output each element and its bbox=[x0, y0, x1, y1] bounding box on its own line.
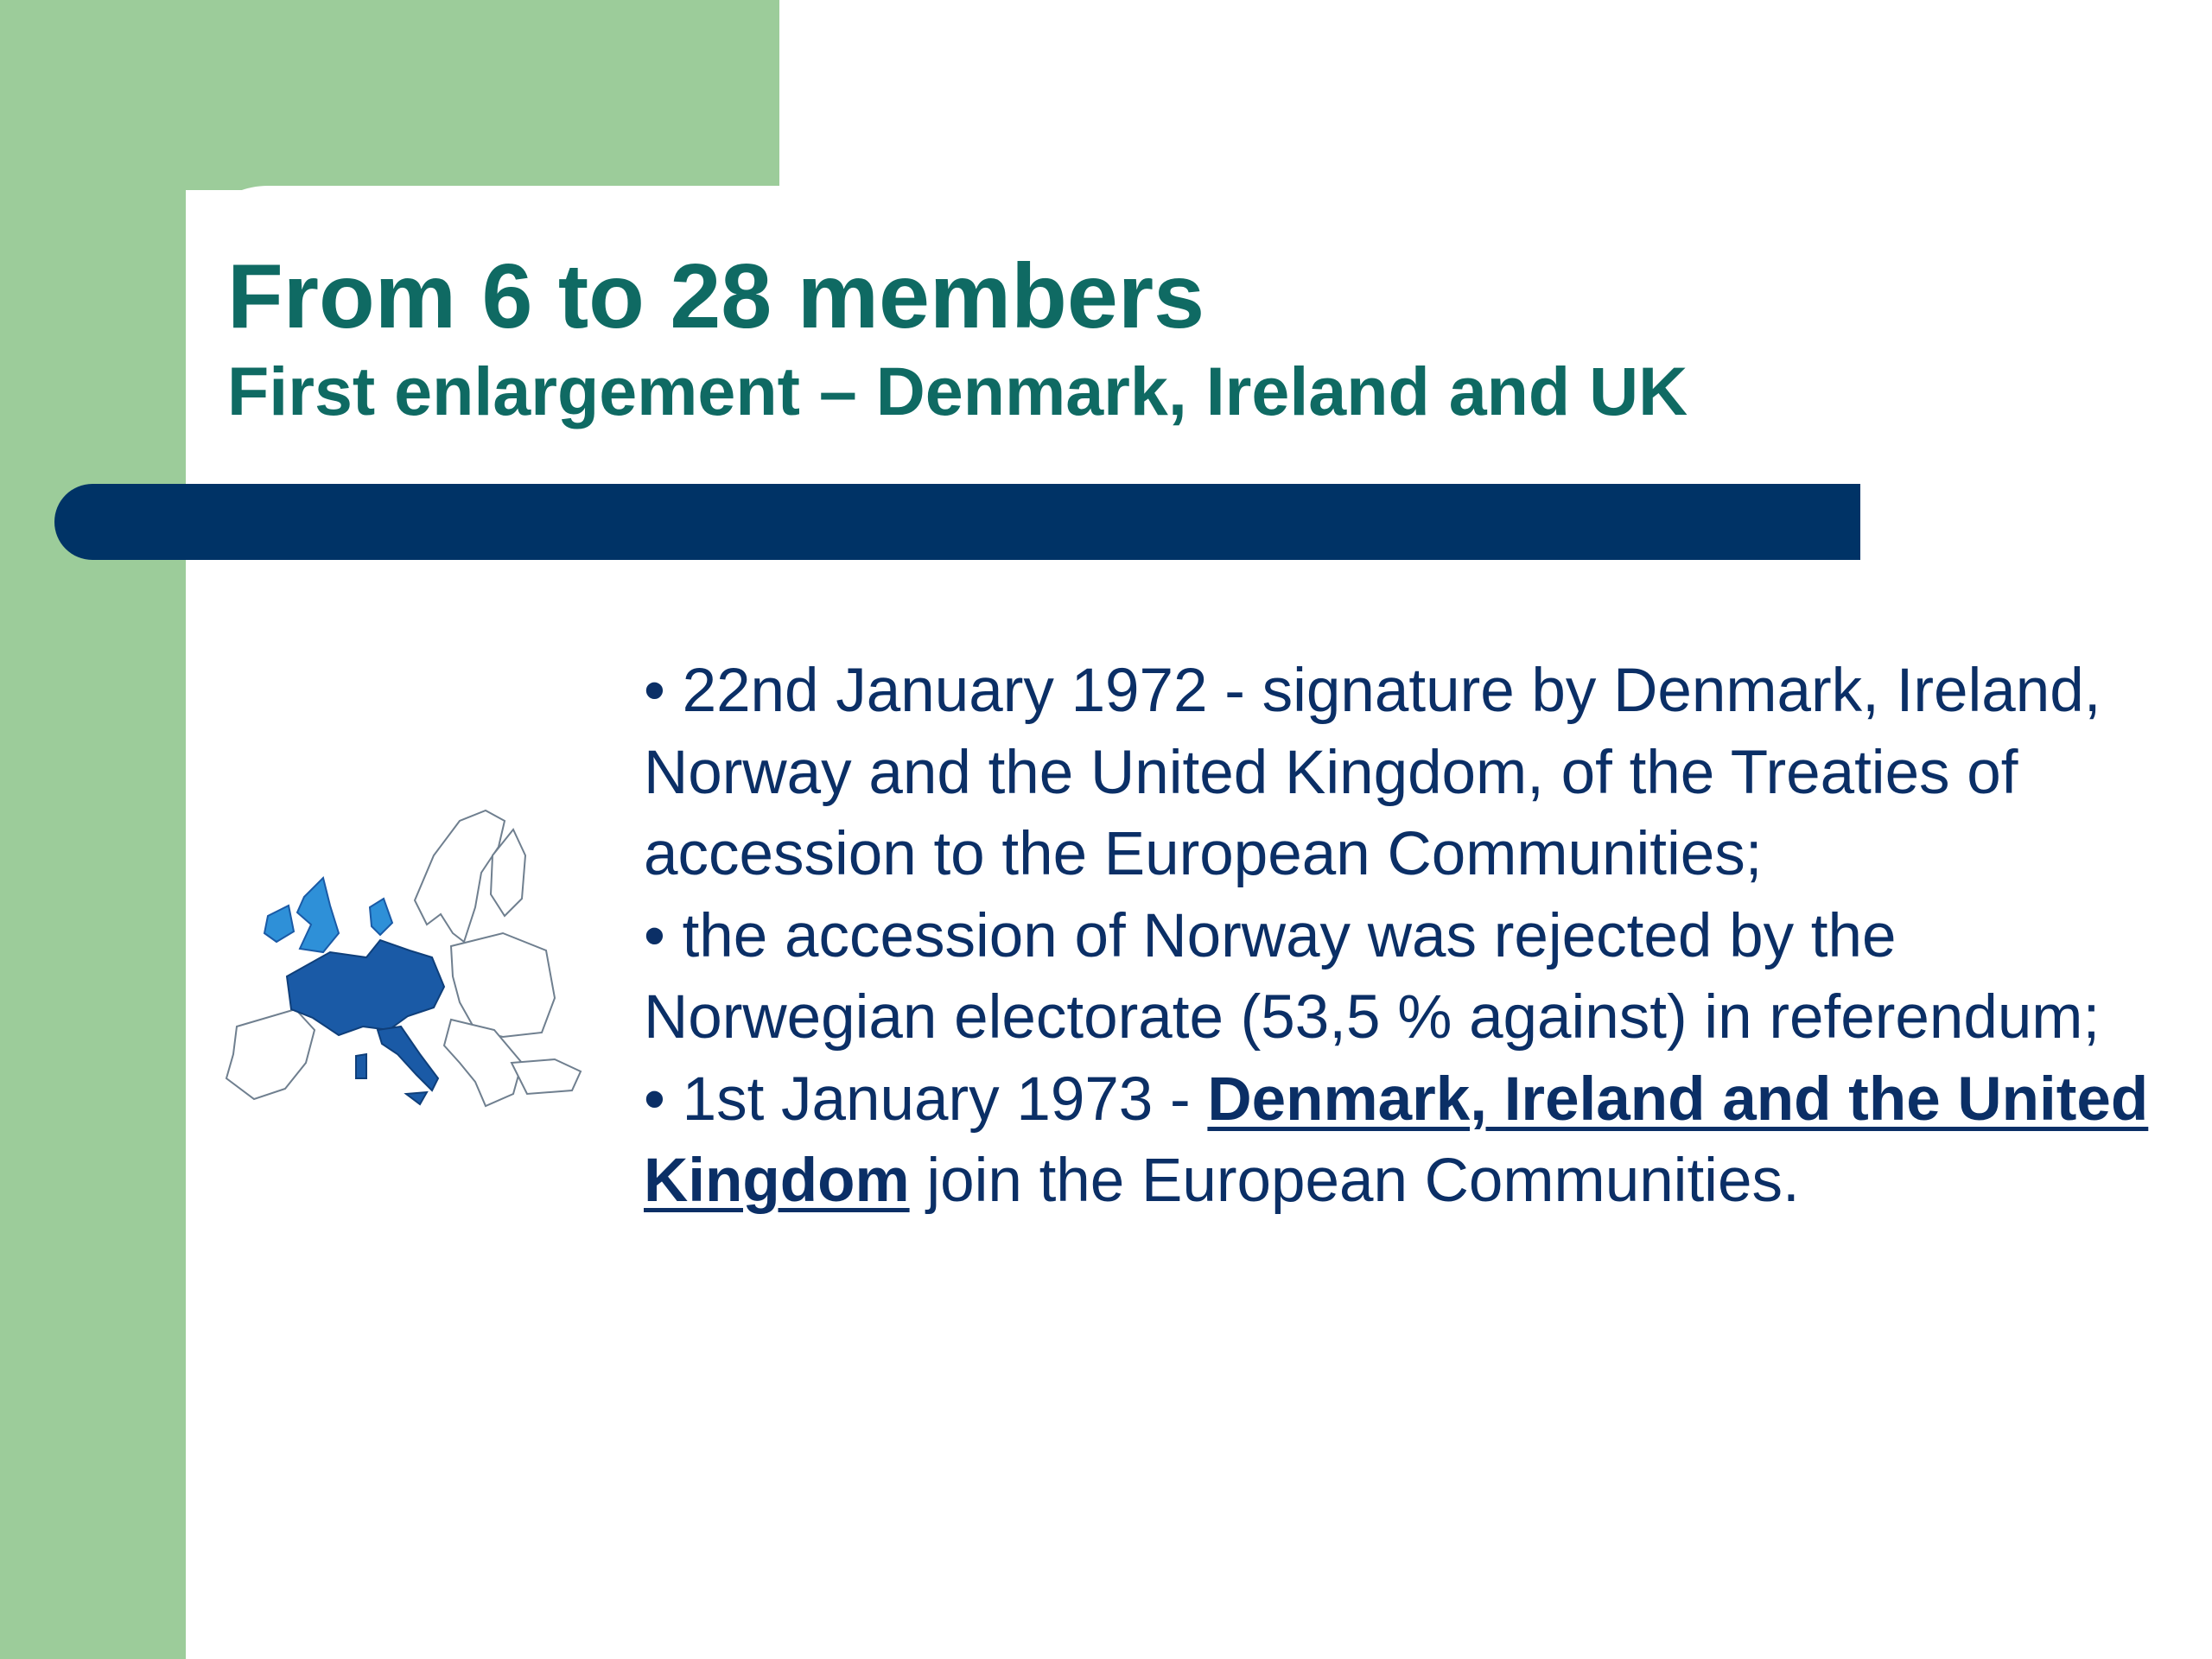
slide-title: From 6 to 28 members bbox=[227, 245, 1205, 347]
bullet-item bbox=[644, 1059, 2173, 1223]
ireland-shape bbox=[264, 906, 294, 942]
bullet-prefix: • 1st January 1973 - bbox=[644, 1065, 1208, 1134]
europe-map-icon bbox=[200, 804, 589, 1132]
sardinia-shape bbox=[356, 1054, 366, 1078]
bullet-item: • 22nd January 1972 - signature by Denmark, Ireland, Norway and the United Kingdom, of the Treaties of accession to the European Communities; bbox=[644, 657, 2101, 888]
title-divider-bar bbox=[54, 484, 1860, 560]
turkey-shape bbox=[512, 1059, 581, 1094]
members-link[interactable]: Denmark, Ireland and the United Kingdom bbox=[644, 1065, 2149, 1215]
sicily-shape bbox=[406, 1092, 427, 1104]
eastern-europe-shape bbox=[451, 933, 555, 1037]
bullet-item: • the accession of Norway was rejected by the Norwegian electorate (53,5 % against) in referendum; bbox=[644, 901, 2101, 1052]
slide-body bbox=[644, 651, 2173, 1223]
bullet-suffix: join the European Communities. bbox=[909, 1147, 1800, 1215]
denmark-shape bbox=[370, 899, 392, 935]
sidebar-decoration-left bbox=[0, 0, 186, 1659]
iberia-shape bbox=[226, 1009, 315, 1099]
italy-shape bbox=[378, 1027, 438, 1090]
uk-shape bbox=[297, 878, 339, 952]
slide-subtitle: First enlargement – Denmark, Ireland and UK bbox=[227, 353, 1688, 429]
original-members-shape bbox=[287, 940, 444, 1035]
